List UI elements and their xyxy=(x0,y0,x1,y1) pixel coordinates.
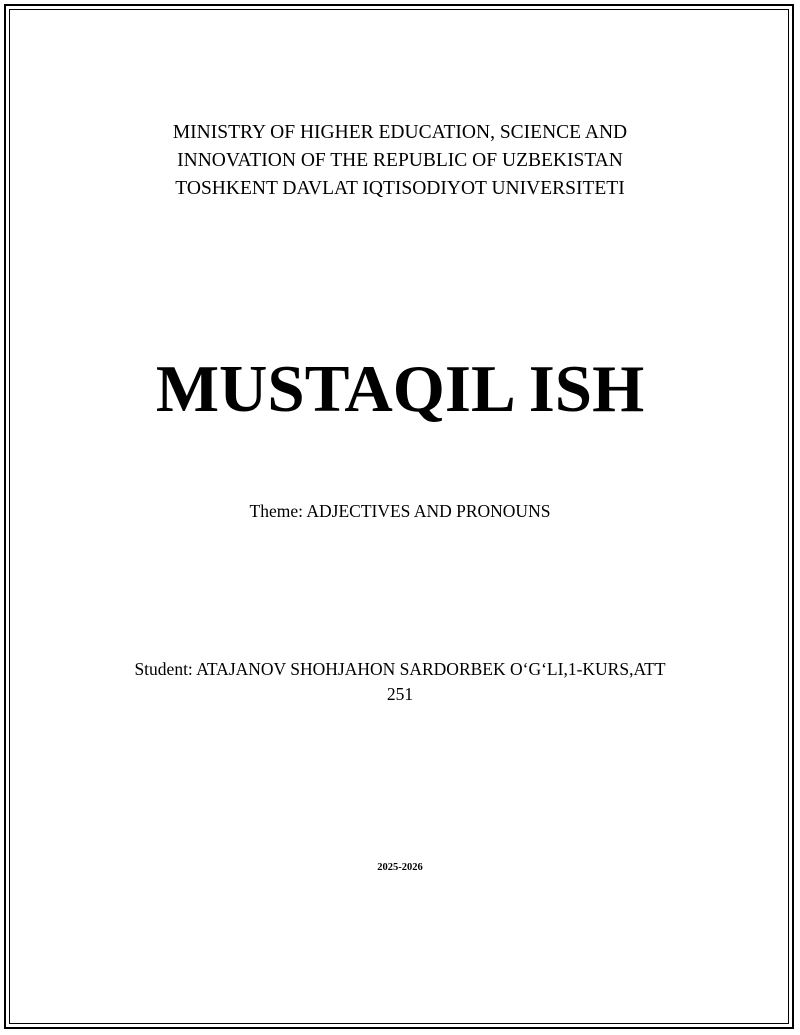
student-line-2: 251 xyxy=(386,684,414,704)
header-line-ministry: MINISTRY OF HIGHER EDUCATION, SCIENCE AND xyxy=(172,122,628,143)
student-line-1: Student: ATAJANOV SHOHJAHON SARDORBEK O‘G‘LI,1-KURS,ATT xyxy=(134,659,666,679)
theme-text: Theme: ADJECTIVES AND PRONOUNS xyxy=(249,501,551,521)
document-title: MUSTAQIL ISH xyxy=(155,352,645,426)
header-line-university: TOSHKENT DAVLAT IQTISODIYOT UNIVERSITETI xyxy=(175,178,625,199)
header-line-republic: INNOVATION OF THE REPUBLIC OF UZBEKISTAN xyxy=(177,150,623,171)
academic-year: 2025-2026 xyxy=(377,862,423,873)
